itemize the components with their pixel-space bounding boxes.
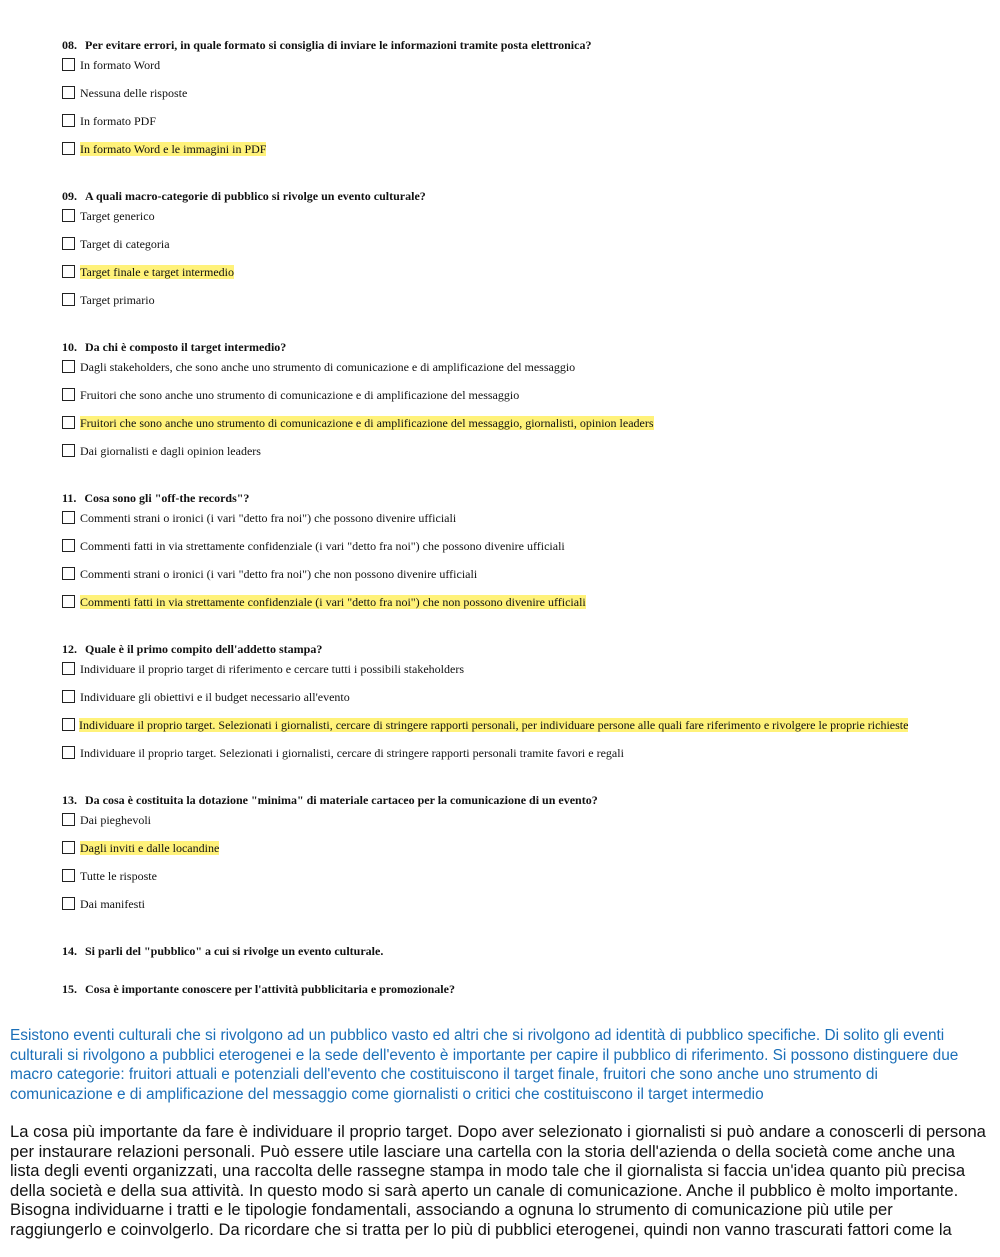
answer-option[interactable] (62, 444, 942, 460)
answer-15-text: La cosa più importante da fare è individuare il proprio target. Dopo aver selezionato i giornalisti si può andare a conoscerli di persona per instaurare relazioni personali. Può essere utile lasciare una cartella con la storia dell'azienda o della società come anche una lista degli eventi organizzati, una raccolta delle rassegne stampa in modo tale che il giornalista si faccia un'idea quanto più precisa della società e della sua attività. In questo modo si sarà aperto un canale di comunicazione. Anche il pubblico è molto importante. Bisogna individuarne i tratti e le tipologie fondamentali, associando a ognuna lo strumento di comunicazione più utile per raggiungerlo e coinvolgerlo. Da ricordare che si tratta per lo più di pubblici eterogenei, quindi non vanno trascurati fattori come la (10, 1122, 986, 1239)
answer-option[interactable] (62, 114, 942, 130)
answer-option[interactable] (62, 662, 942, 678)
checkbox[interactable] (62, 444, 75, 457)
checkbox[interactable] (62, 718, 75, 731)
correct-answer-label: Target finale e target intermedio (80, 265, 234, 279)
question-14 (62, 943, 942, 959)
question-title (62, 490, 942, 506)
checkbox[interactable] (62, 416, 75, 429)
correct-answer-label: Fruitori che sono anche uno strumento di comunicazione e di amplificazione del messaggio, giornalisti, opinion leaders (80, 416, 654, 430)
question-number: 11. (62, 491, 77, 505)
question-number: 13. (62, 793, 77, 807)
question-number: 14. (62, 944, 77, 958)
answer-option[interactable] (62, 58, 942, 74)
answer-label: Commenti strani o ironici (i vari "detto fra noi") che possono divenire ufficiali (80, 511, 457, 525)
question-text: Da chi è composto il target intermedio? (85, 340, 287, 354)
question-text: Cosa sono gli "off-the records"? (84, 491, 250, 505)
question-text: Da cosa è costituita la dotazione "minima" di materiale cartaceo per la comunicazione di un evento? (85, 793, 598, 807)
checkbox[interactable] (62, 567, 75, 580)
answer-option[interactable] (62, 869, 942, 885)
answer-option[interactable] (62, 690, 942, 706)
question-number: 15. (62, 982, 77, 996)
checkbox[interactable] (62, 813, 75, 826)
answer-label: Dai manifesti (80, 897, 145, 911)
answer-option[interactable] (62, 813, 942, 829)
answer-option[interactable] (62, 539, 942, 555)
correct-answer-label: Dagli inviti e dalle locandine (80, 841, 220, 855)
question-title (62, 641, 942, 657)
checkbox[interactable] (62, 511, 75, 524)
answer-label: Target generico (80, 209, 155, 223)
checkbox[interactable] (62, 237, 75, 250)
question-text: Per evitare errori, in quale formato si consiglia di inviare le informazioni tramite posta elettronica? (85, 38, 592, 52)
correct-answer-label: In formato Word e le immagini in PDF (80, 142, 267, 156)
question-08 (62, 37, 942, 188)
answer-option[interactable] (62, 360, 942, 376)
question-title (62, 981, 942, 997)
question-12 (62, 641, 942, 792)
answer-option[interactable] (62, 746, 942, 762)
checkbox[interactable] (62, 841, 75, 854)
checkbox[interactable] (62, 58, 75, 71)
checkbox[interactable] (62, 86, 75, 99)
answer-option[interactable] (62, 897, 942, 913)
answer-option[interactable] (62, 388, 942, 404)
answer-label: In formato PDF (80, 114, 156, 128)
checkbox[interactable] (62, 388, 75, 401)
answer-option[interactable] (62, 265, 942, 281)
answer-label: Target primario (80, 293, 155, 307)
answer-option[interactable] (62, 595, 942, 611)
question-10 (62, 339, 942, 490)
answer-label: Commenti fatti in via strettamente confidenziale (i vari "detto fra noi") che possono divenire ufficiali (80, 539, 565, 553)
checkbox[interactable] (62, 595, 75, 608)
question-text: Quale è il primo compito dell'addetto stampa? (85, 642, 323, 656)
checkbox[interactable] (62, 293, 75, 306)
answer-label: In formato Word (80, 58, 161, 72)
question-text: Cosa è importante conoscere per l'attività pubblicitaria e promozionale? (85, 982, 455, 996)
checkbox[interactable] (62, 360, 75, 373)
answer-label: Commenti strani o ironici (i vari "detto fra noi") che non possono divenire ufficiali (80, 567, 478, 581)
question-title (62, 792, 942, 808)
answer-label: Target di categoria (80, 237, 170, 251)
checkbox[interactable] (62, 209, 75, 222)
question-11 (62, 490, 942, 641)
question-number: 12. (62, 642, 77, 656)
checkbox[interactable] (62, 142, 75, 155)
question-15 (62, 981, 942, 997)
question-title (62, 339, 942, 355)
question-number: 09. (62, 189, 77, 203)
checkbox[interactable] (62, 746, 75, 759)
answer-label: Individuare il proprio target di riferimento e cercare tutti i possibili stakeholders (80, 662, 464, 676)
question-number: 10. (62, 340, 77, 354)
correct-answer-label: Commenti fatti in via strettamente confidenziale (i vari "detto fra noi") che non possono divenire ufficiali (80, 595, 586, 609)
checkbox[interactable] (62, 265, 75, 278)
answer-option[interactable] (62, 293, 942, 309)
answer-label: Tutte le risposte (80, 869, 157, 883)
answer-option[interactable] (62, 86, 942, 102)
checkbox[interactable] (62, 114, 75, 127)
answer-option[interactable] (62, 416, 942, 432)
question-title (62, 943, 942, 959)
question-title (62, 188, 942, 204)
question-09 (62, 188, 942, 339)
checkbox[interactable] (62, 539, 75, 552)
checkbox[interactable] (62, 690, 75, 703)
correct-answer-label: Individuare il proprio target. Selezionati i giornalisti, cercare di stringere rapporti personali, per individuare persone alle quali fare riferimento e rivolgere le proprie richieste (79, 718, 909, 732)
answer-label: Individuare gli obiettivi e il budget necessario all'evento (80, 690, 350, 704)
checkbox[interactable] (62, 869, 75, 882)
question-text: A quali macro-categorie di pubblico si rivolge un evento culturale? (85, 189, 426, 203)
question-list (62, 37, 942, 1019)
answer-option[interactable] (62, 142, 942, 158)
answer-option[interactable] (62, 237, 942, 253)
answer-option[interactable] (62, 841, 942, 857)
answer-label: Dai pieghevoli (80, 813, 151, 827)
answer-option[interactable] (62, 567, 942, 583)
question-title (62, 37, 942, 53)
question-13 (62, 792, 942, 943)
answer-label: Dai giornalisti e dagli opinion leaders (80, 444, 261, 458)
answer-label: Dagli stakeholders, che sono anche uno strumento di comunicazione e di amplificazione del messaggio (80, 360, 576, 374)
answer-option[interactable] (62, 209, 942, 225)
question-text: Si parli del "pubblico" a cui si rivolge un evento culturale. (85, 944, 384, 958)
answer-label: Individuare il proprio target. Selezionati i giornalisti, cercare di stringere rapporti personali tramite favori e regali (80, 746, 624, 760)
answer-option[interactable] (62, 718, 942, 734)
answer-label: Fruitori che sono anche uno strumento di comunicazione e di amplificazione del messaggio (80, 388, 520, 402)
checkbox[interactable] (62, 662, 75, 675)
question-number: 08. (62, 38, 77, 52)
answer-option[interactable] (62, 511, 942, 527)
answer-14-text: Esistono eventi culturali che si rivolgono ad un pubblico vasto ed altri che si rivolgono ad identità di pubblico specifiche. Di solito gli eventi culturali si rivolgono a pubblici eterogenei e la sede dell'evento è importante per capire il pubblico di riferimento. Si possono distinguere due macro categorie: fruitori attuali e potenziali dell'evento che costituiscono il target finale, fruitori che sono anche uno strumento di comunicazione e di amplificazione del messaggio come giornalisti o critici che costituiscono il target intermedio (10, 1027, 959, 1103)
answer-label: Nessuna delle risposte (80, 86, 188, 100)
checkbox[interactable] (62, 897, 75, 910)
